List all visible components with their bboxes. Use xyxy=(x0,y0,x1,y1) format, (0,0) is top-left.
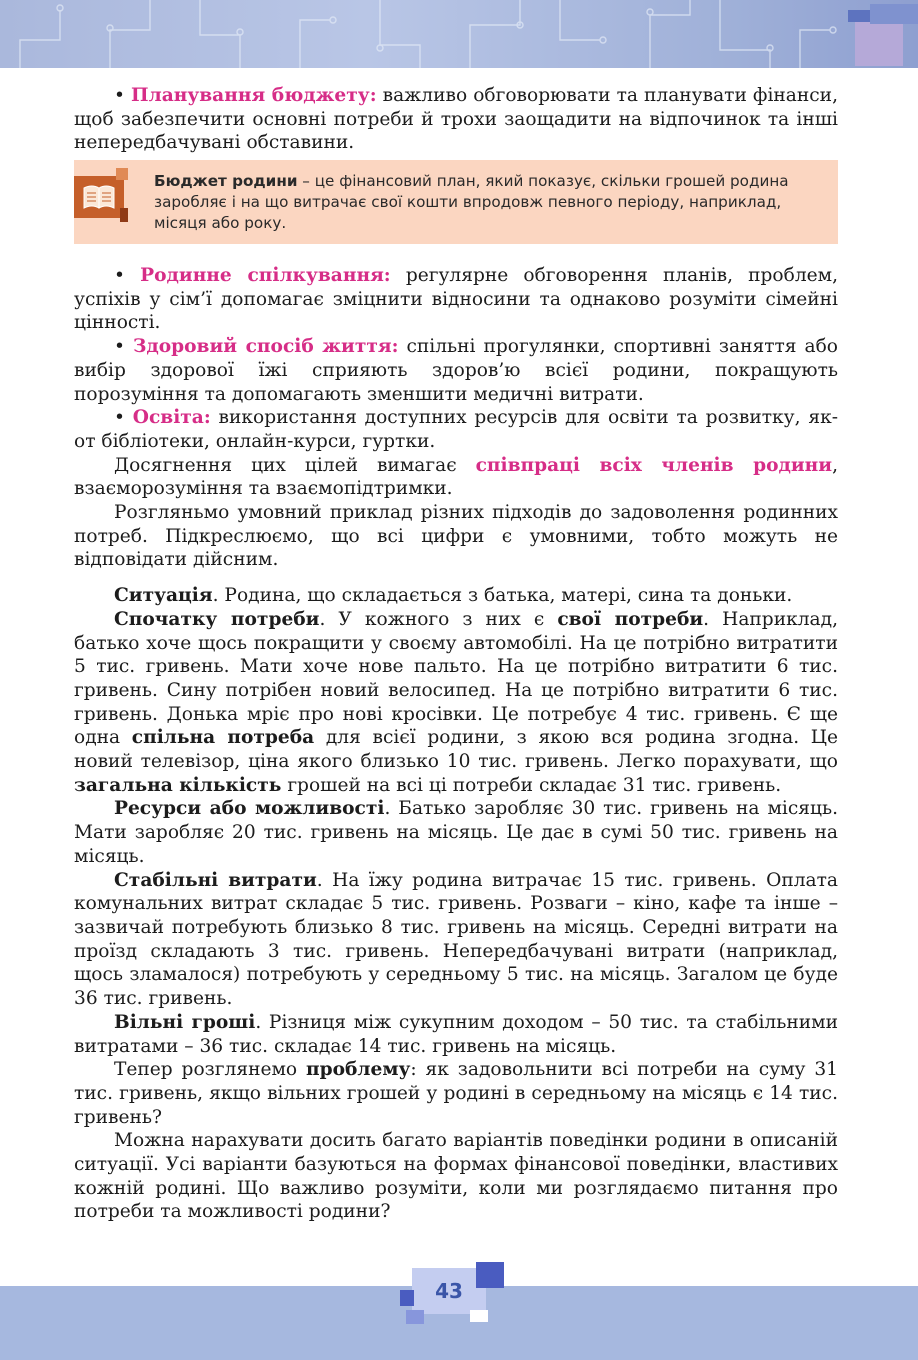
paragraph-text: . Наприклад, батько хоче щось покращити у своєму автомобілі. На це потрібно витратити 5 тис. гривень. Мати хоче нове пальто. На це потрібно витратити 6 тис. гривень. Сину потрібен новий велосипед. На це потрібно витратити 6 тис. гривень. Донька мріє про нові кросівки. Це потребує 4 тис. гривень. Є ще одна xyxy=(74,608,838,749)
bullet: • xyxy=(114,336,125,358)
term-budget-planning: Планування бюджету: xyxy=(131,85,377,106)
closing-paragraph: Можна нарахувати досить багато варіантів поведінки родини в описаній ситуації. Усі варіанти базуються на формах фінансової поведінки, властивих кожній родині. Що важливо розуміти, коли ми розглядаємо питання про потреби та можливості родини? xyxy=(74,1130,838,1223)
corner-square xyxy=(870,4,918,24)
corner-square xyxy=(855,22,903,66)
paragraph-text: спільні прогулянки, спортивні заняття або вибір здорової їжі сприяють здоров’ю всієї родини, покращують порозуміння та допомагають зменшити медичні витрати. xyxy=(74,336,838,405)
paragraph-text: регулярне обговорення планів, проблем, успіхів у сім’ї допомагає зміцнити відносини та однаково розуміти сімейні цінності. xyxy=(74,265,839,334)
term-family-communication: Родинне спілкування: xyxy=(140,265,391,286)
bullet: • xyxy=(114,407,125,429)
intro-paragraph xyxy=(74,84,838,155)
paragraph-text: . Родина, що складається з батька, матері, сина та доньки. xyxy=(212,585,793,607)
bullet: • xyxy=(114,265,125,286)
definition-box xyxy=(74,160,838,244)
term-situation: Ситуація xyxy=(114,585,213,607)
term-free-money: Вільні гроші xyxy=(114,1011,256,1033)
term-stable-expenses: Стабільні витрати xyxy=(114,869,317,891)
definition-text xyxy=(154,171,814,234)
paragraph-text: Тепер розглянемо xyxy=(114,1059,306,1081)
term-total-amount: загальна кількість xyxy=(74,774,282,796)
definition-term: Бюджет родини xyxy=(154,172,298,190)
intro-example: Розгляньмо умовний приклад різних підходів до задоволення родинних потреб. Підкреслюємо, що всі цифри є умовними, тобто можуть не відповідати дійсним. xyxy=(74,502,838,571)
term-cooperation: співпраці всіх членів родини xyxy=(475,454,833,476)
circuit-pattern xyxy=(0,0,918,68)
term-common-need: спільна потреба xyxy=(131,727,315,749)
term-needs-first: Спочатку потреби xyxy=(114,608,320,630)
definition-body: – це фінансовий план, який показує, скільки грошей родина заробляє і на що витрачає свої кошти впродовж певного періоду, наприклад, місяця або року. xyxy=(154,172,789,232)
paragraph-text: важливо обговорювати та планувати фінанси, щоб забезпечити основні потреби й трохи заощадити на відпочинок та інші непередбачувані обставини. xyxy=(74,85,838,154)
paragraph-text: . На їжу родина витрачає 15 тис. гривень. Оплата комунальних витрат складає 5 тис. гривень. Розваги – кіно, кафе та інше – зазвичай потребують близько 8 тис. гривень на місяць. Середні витрати на проїзд складають 3 тис. гривень. Непередбачувані витрати (наприклад, щось зламалося) потребують у середньому 5 тис. на місяць. Загалом це буде 36 тис. гривень. xyxy=(74,869,838,1010)
paragraph-text: . У кожного з них є xyxy=(319,608,558,630)
bullet: • xyxy=(114,85,125,106)
term-problem: проблему xyxy=(305,1059,411,1081)
book-icon xyxy=(74,168,128,222)
term-resources: Ресурси або можливості xyxy=(114,798,385,820)
term-education: Освіта: xyxy=(132,407,211,429)
term-own-needs: свої потреби xyxy=(557,608,704,630)
paragraph-text: . Батько заробляє 30 тис. гривень на місяць. Мати заробляє 20 тис. гривень на місяць. Це дає в сумі 50 тис. гривень на місяць. xyxy=(74,798,838,867)
main-text xyxy=(74,264,838,1224)
term-healthy-lifestyle: Здоровий спосіб життя: xyxy=(132,336,399,358)
paragraph-text: грошей на всі ці потреби складає 31 тис. гривень. xyxy=(281,774,782,796)
paragraph-text: , взаєморозуміння та взаємопідтримки. xyxy=(74,454,838,500)
paragraph-text: використання доступних ресурсів для освіти та розвитку, як-от бібліотеки, онлайн-курси, гуртки. xyxy=(74,407,838,452)
page-number: 43 xyxy=(435,1279,463,1303)
paragraph-text: . Різниця між сукупним доходом – 50 тис. та стабільними витратами – 36 тис. складає 14 тис. гривень на місяць. xyxy=(74,1011,839,1057)
paragraph-text: для всієї родини, з якою вся родина згодна. Це новий телевізор, ціна якого близько 10 тис. гривень. Легко порахувати, що xyxy=(74,727,838,773)
header-decoration xyxy=(0,0,918,68)
corner-square xyxy=(848,10,870,22)
paragraph-text: : як задовольнити всі потреби на суму 31 тис. гривень, якщо вільних грошей у родині в середньому на місяць є 14 тис. гривень? xyxy=(74,1059,838,1128)
paragraph-text: Досягнення цих цілей вимагає xyxy=(114,454,457,476)
